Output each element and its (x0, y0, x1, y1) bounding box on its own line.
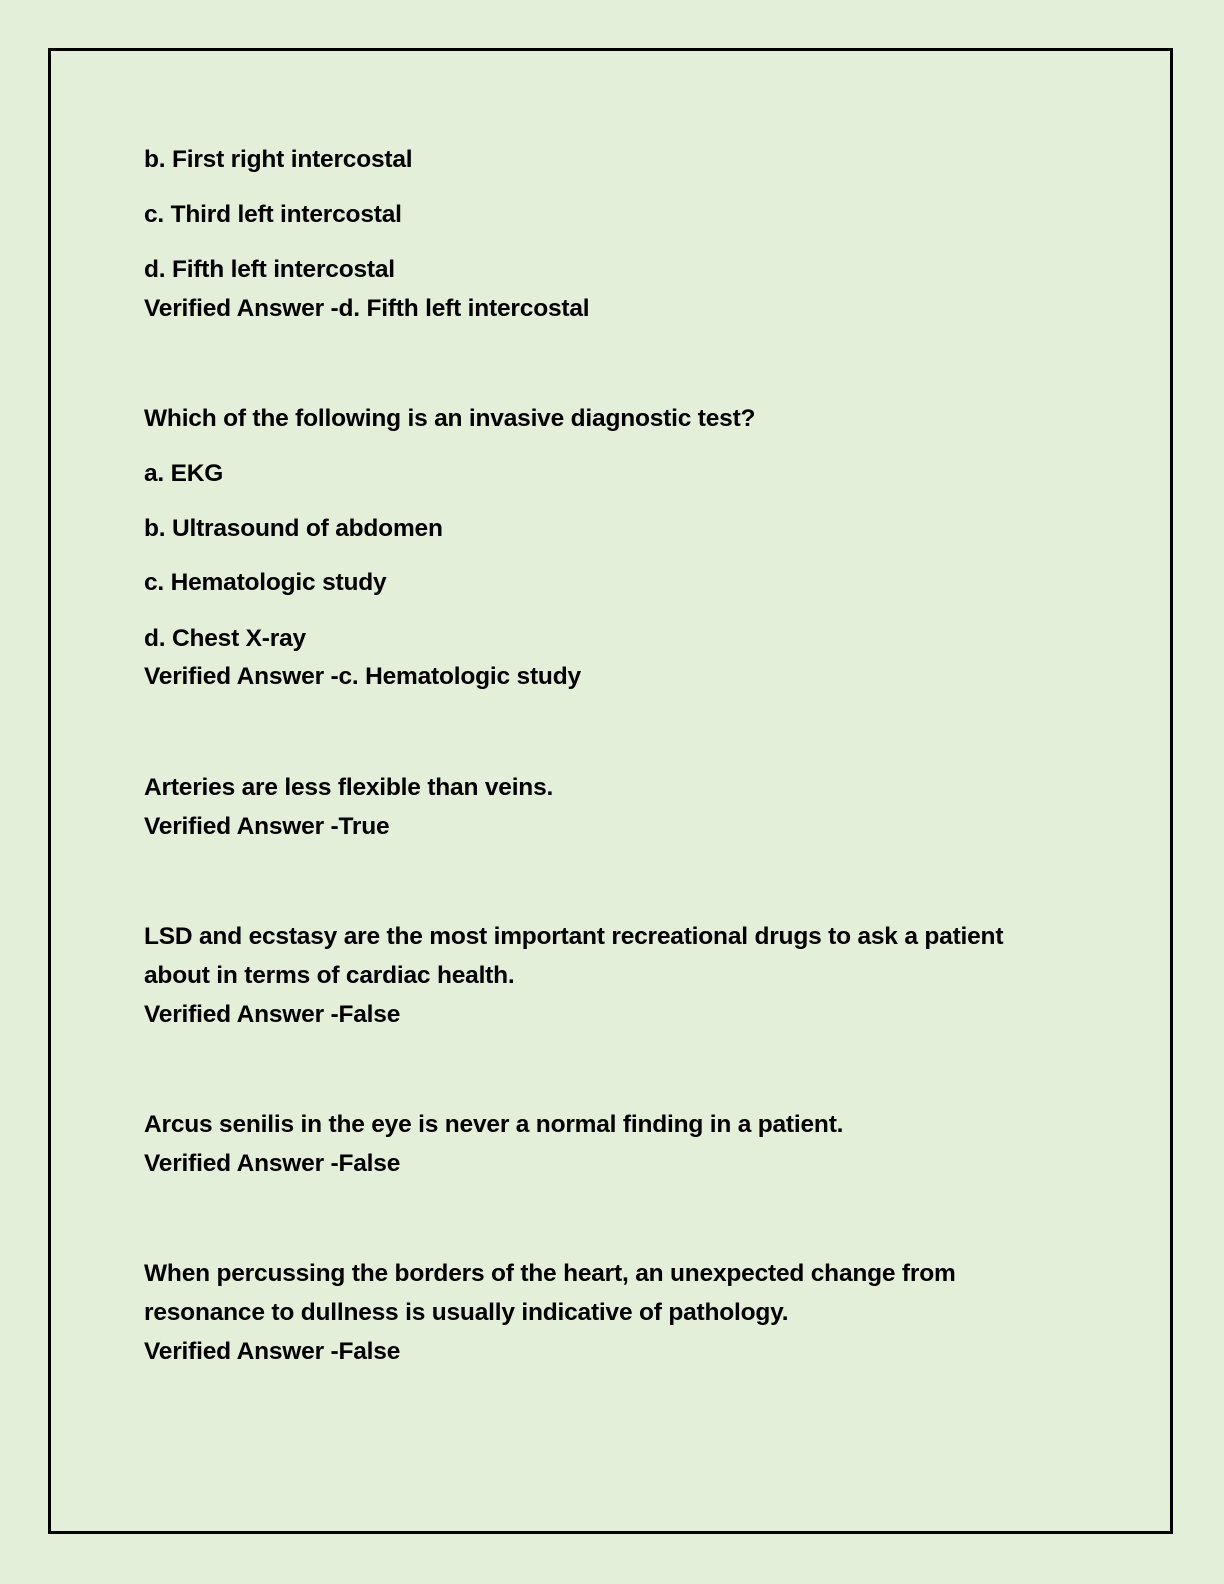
q1-option-b: b. First right intercostal (144, 146, 413, 173)
q1-verified-answer: Verified Answer -d. Fifth left intercostal (144, 295, 590, 322)
q2-option-d: d. Chest X-ray (144, 625, 306, 652)
q2-option-c: c. Hematologic study (144, 569, 387, 596)
q6-question-line-1: When percussing the borders of the heart, an unexpected change from (144, 1260, 956, 1287)
q2-option-a: a. EKG (144, 460, 224, 487)
q5-question: Arcus senilis in the eye is never a normal finding in a patient. (144, 1111, 844, 1138)
q2-verified-answer: Verified Answer -c. Hematologic study (144, 663, 581, 690)
q6-question-line-2: resonance to dullness is usually indicative of pathology. (144, 1299, 789, 1326)
q3-question: Arteries are less flexible than veins. (144, 774, 554, 801)
q1-option-d: d. Fifth left intercostal (144, 256, 395, 283)
q2-option-b: b. Ultrasound of abdomen (144, 515, 443, 542)
q5-verified-answer: Verified Answer -False (144, 1150, 401, 1177)
q4-question-line-1: LSD and ecstasy are the most important recreational drugs to ask a patient (144, 923, 1004, 950)
q2-question: Which of the following is an invasive diagnostic test? (144, 405, 756, 432)
q3-verified-answer: Verified Answer -True (144, 813, 390, 840)
q1-option-c: c. Third left intercostal (144, 201, 402, 228)
q4-verified-answer: Verified Answer -False (144, 1001, 401, 1028)
q6-verified-answer: Verified Answer -False (144, 1338, 401, 1365)
q4-question-line-2: about in terms of cardiac health. (144, 962, 515, 989)
